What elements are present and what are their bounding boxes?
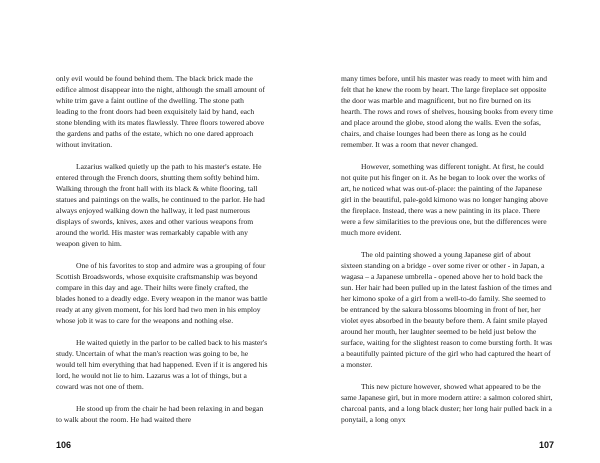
page-number: 106 <box>56 440 72 450</box>
left-page-text <box>56 73 268 425</box>
page-number: 107 <box>538 440 554 450</box>
right-page <box>300 0 600 463</box>
paragraph: He waited quietly in the parlor to be called back to his master's study. Uncertain of what the man's reaction was going to be, he would tell him everything that had happened. Even if it is angered his lord, he would not lie to him. Lazarus was a lot of things, but a coward was not one of them. <box>56 338 268 391</box>
paragraph: The old painting showed a young Japanese girl of about sixteen standing on a bridge - over some river or other - in Japan, a wagasa – a Japanese umbrella - opened above her to hold back the sun. Her hair had been pulled up in the latest fashion of the times and her kimono spoke of a girl from a well-to-do family. She seemed to be entranced by the sakura blossoms blooming in front of her, her violet eyes absorbed in the beauty before them. A faint smile played around her mouth, her laughter seemed to be held just below the surface, waiting for the slightest reason to come bursting forth. It was a beautifully painted picture of the girl who had captured the heart of a monster. <box>341 250 553 369</box>
paragraph: One of his favorites to stop and admire was a grouping of four Scottish Broadswords, whose exquisite craftsmanship was beyond compare in this day and age. Their hilts were finely crafted, the blades honed to a deadly edge. Every weapon in the manor was battle ready at any given moment, for his lord had two men in his employ whose job it was to care for the weapons and nothing else. <box>56 261 268 325</box>
paragraph: only evil would be found behind them. The black brick made the edifice almost disappear into the night, although the small amount of white trim gave a faint outline of the dwelling. The stone path leading to the front doors had been exquisitely laid by hand, each stone blending with its mates flawlessly. Three floors towered above the gardens and paths of the estate, which no one dared approach without invitation. <box>56 74 265 149</box>
paragraph: This new picture however, showed what appeared to be the same Japanese girl, but in more modern attire: a salmon colored shirt, charcoal pants, and a long black duster; her long hair pulled back in a ponytail, a long onyx <box>341 382 553 424</box>
paragraph: Lazarius walked quietly up the path to his master's estate. He entered through the French doors, shutting them softly behind him. Walking through the front hall with its black & white flooring, tall statues and paintings on the walls, he continued to the parlor. He had always enjoyed walking down the hallway, it led past numerous displays of swords, knives, axes and other various weapons from around the world. His master was remarkably capable with any weapon given to him. <box>56 162 265 248</box>
paragraph: many times before, until his master was ready to meet with him and felt that he knew the room by heart. The large fireplace set opposite the door was marble and magnificent, but no fire burned on its hearth. The rows and rows of shelves, housing books from every time and place around the globe, stood along the walls. Even the sofas, chairs, and chaise lounges had been there as long as he could remember. It was a room that never changed. <box>341 74 553 149</box>
paragraph: However, something was different tonight. At first, he could not quite put his finger on it. As he began to look over the works of art, he noticed what was out-of-place: the painting of the Japanese girl in the beautiful, pale-gold kimono was no longer hanging above the fireplace. Instead, there was a new painting in its place. There were a few similarities to the previous one, but the differences were much more evident. <box>341 162 548 237</box>
paragraph: He stood up from the chair he had been relaxing in and began to walk about the room. He had waited there <box>56 404 264 424</box>
right-page-text <box>341 73 553 425</box>
